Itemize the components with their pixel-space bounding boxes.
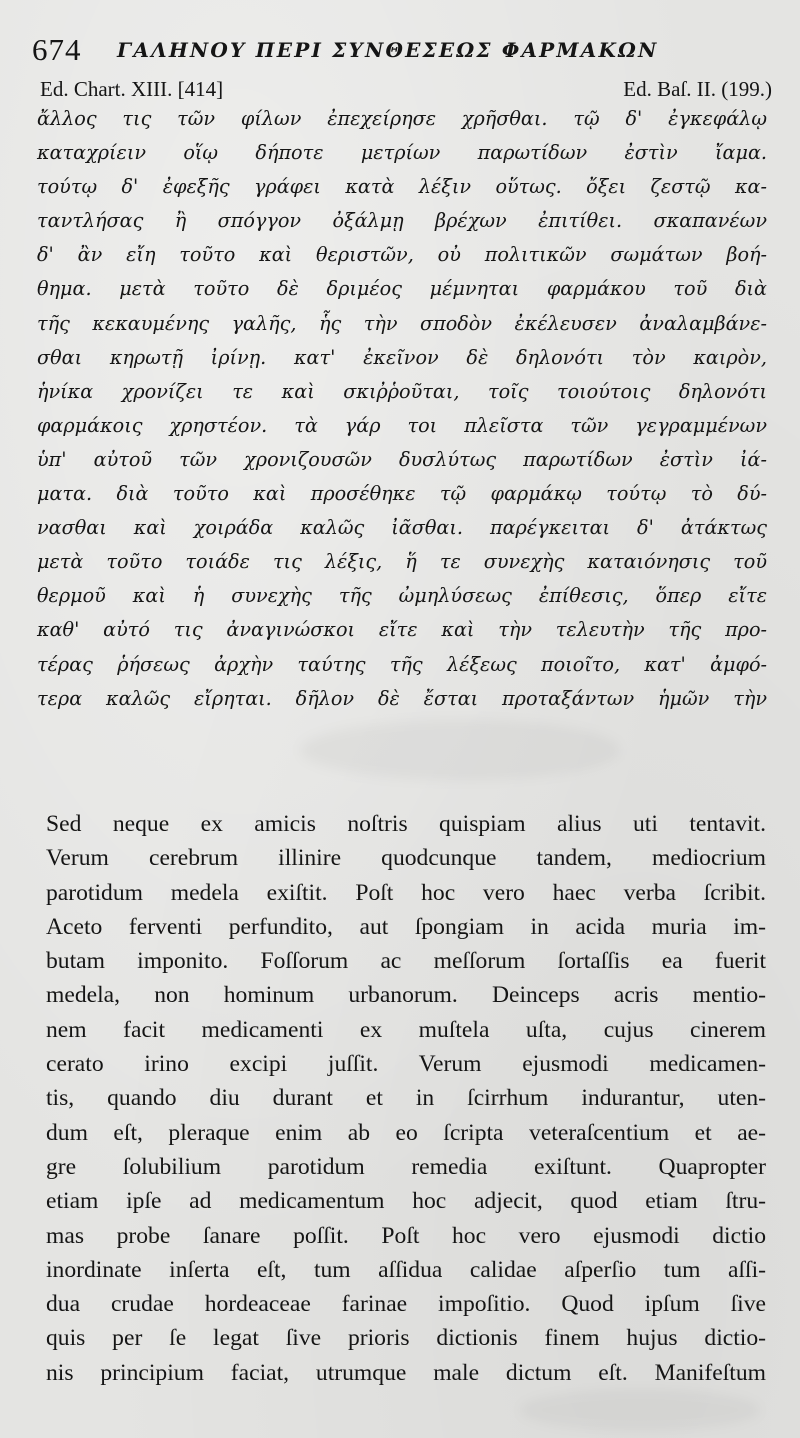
greek-text-line: τέρας ῥήσεως ἀρχὴν ταύτης τῆς λέξεως ποιοῖτο, κατ' ἀμφό- — [37, 652, 767, 676]
latin-text-line: dua crudae hordeaceae farinae impoſitio. Quod ipſum ſive — [46, 1291, 766, 1318]
latin-text-line: medela, non hominum urbanorum. Deinceps acris mentio- — [46, 982, 766, 1009]
greek-text-line: καταχρίειν οἵῳ δήποτε μετρίων παρωτίδων ἐστὶν ἴαμα. — [37, 141, 767, 165]
page-header — [32, 30, 772, 70]
greek-text-line: νασθαι καὶ χοιράδα καλῶς ἰᾶσθαι. παρέγκειται δ' ἀτάκτως — [37, 516, 767, 540]
running-title: ΓΑΛΗΝΟΥ ΠΕΡΙ ΣΥΝΘΕΣΕΩΣ ΦΑΡΜΑΚΩΝ — [117, 38, 659, 62]
latin-text-line: inordinate inſerta eſt, tum aſſidua calidae aſperſio tum aſſi- — [46, 1256, 766, 1283]
latin-text-block — [46, 807, 766, 1390]
latin-text-line: etiam ipſe ad medicamentum hoc adjecit, quod etiam ſtru- — [46, 1188, 766, 1215]
greek-text-line: ὑπ' αὐτοῦ τῶν χρονιζουσῶν δυσλύτως παρωτίδων ἐστὶν ἰά- — [37, 447, 767, 471]
latin-text-line: tis, quando diu durant et in ſcirrhum indurantur, uten- — [46, 1085, 766, 1112]
greek-text-block — [37, 102, 767, 716]
greek-text-line: ταντλήσας ἢ σπόγγον ὀξάλμῃ βρέχων ἐπιτίθει. σκαπανέων — [37, 209, 767, 233]
greek-text-line: ἡνίκα χρονίζει τε καὶ σκιῤῥοῦται, τοῖς τοιούτοις δηλονότι — [37, 379, 767, 403]
greek-text-line: σθαι κηρωτῇ ἰρίνῃ. κατ' ἐκεῖνον δὲ δηλονότι τὸν καιρὸν, — [37, 345, 767, 369]
paper-stain — [520, 1390, 760, 1430]
edition-references — [40, 76, 772, 104]
edition-chartier: Ed. Chart. XIII. [414] — [40, 77, 224, 101]
latin-text-line: cerato irino excipi juſſit. Verum ejusmodi medicamen- — [46, 1051, 766, 1078]
latin-text-line: dum eſt, pleraque enim ab eo ſcripta veteraſcentium et ae- — [46, 1119, 766, 1146]
greek-text-line: τούτῳ δ' ἐφεξῆς γράφει κατὰ λέξιν οὕτως. ὄξει ζεστῷ κα- — [37, 175, 767, 199]
greek-text-line: θημα. μετὰ τοῦτο δὲ δριμέος μέμνηται φαρμάκου τοῦ διὰ — [37, 277, 767, 301]
paper-stain — [300, 720, 620, 780]
latin-text-line: butam imponito. Foſſorum ac meſſorum ſortaſſis ea fuerit — [46, 948, 766, 975]
greek-text-line: ματα. διὰ τοῦτο καὶ προσέθηκε τῷ φαρμάκῳ τούτῳ τὸ δύ- — [37, 482, 767, 506]
latin-text-line: parotidum medela exiſtit. Poſt hoc vero haec verba ſcribit. — [46, 879, 766, 906]
latin-text-line: quis per ſe legat ſive prioris dictionis finem hujus dictio- — [46, 1325, 766, 1352]
greek-text-line: τερα καλῶς εἴρηται. δῆλον δὲ ἔσται προταξάντων ἡμῶν τὴν — [37, 686, 767, 710]
latin-text-line: mas probe ſanare poſſit. Poſt hoc vero ejusmodi dictio — [46, 1222, 766, 1249]
page-number: 674 — [32, 32, 82, 67]
latin-text-line: nis principium faciat, utrumque male dictum eſt. Manifeſtum — [46, 1359, 766, 1386]
edition-basel: Ed. Baſ. II. (199.) — [623, 77, 772, 101]
greek-text-line: ἄλλος τις τῶν φίλων ἐπεχείρησε χρῆσθαι. τῷ δ' ἐγκεφάλῳ — [37, 107, 767, 130]
latin-text-line: Verum cerebrum illinire quodcunque tandem, mediocrium — [46, 845, 766, 872]
latin-text-line: Sed neque ex amicis noſtris quispiam alius uti tentavit. — [46, 811, 766, 837]
greek-text-line: τῆς κεκαυμένης γαλῆς, ἧς τὴν σποδὸν ἐκέλευσεν ἀναλαμβάνε- — [37, 311, 767, 335]
greek-text-line: δ' ἂν εἴη τοῦτο καὶ θεριστῶν, οὐ πολιτικῶν σωμάτων βοή- — [37, 243, 767, 267]
greek-text-line: καθ' αὐτό τις ἀναγινώσκοι εἴτε καὶ τὴν τελευτὴν τῆς προ- — [37, 618, 767, 642]
latin-text-line: gre ſolubilium parotidum remedia exiſtunt. Quapropter — [46, 1153, 766, 1180]
greek-text-line: φαρμάκοις χρηστέον. τὰ γάρ τοι πλεῖστα τῶν γεγραμμένων — [37, 413, 767, 437]
greek-text-line: θερμοῦ καὶ ἡ συνεχὴς τῆς ὠμηλύσεως ἐπίθεσις, ὅπερ εἴτε — [37, 584, 767, 608]
latin-text-line: Aceto ferventi perfundito, aut ſpongiam in acida muria im- — [46, 913, 766, 940]
latin-text-line: nem facit medicamenti ex muſtela uſta, cujus cinerem — [46, 1016, 766, 1043]
greek-text-line: μετὰ τοῦτο τοιάδε τις λέξις, ἥ τε συνεχὴς καταιόνησις τοῦ — [37, 550, 767, 574]
